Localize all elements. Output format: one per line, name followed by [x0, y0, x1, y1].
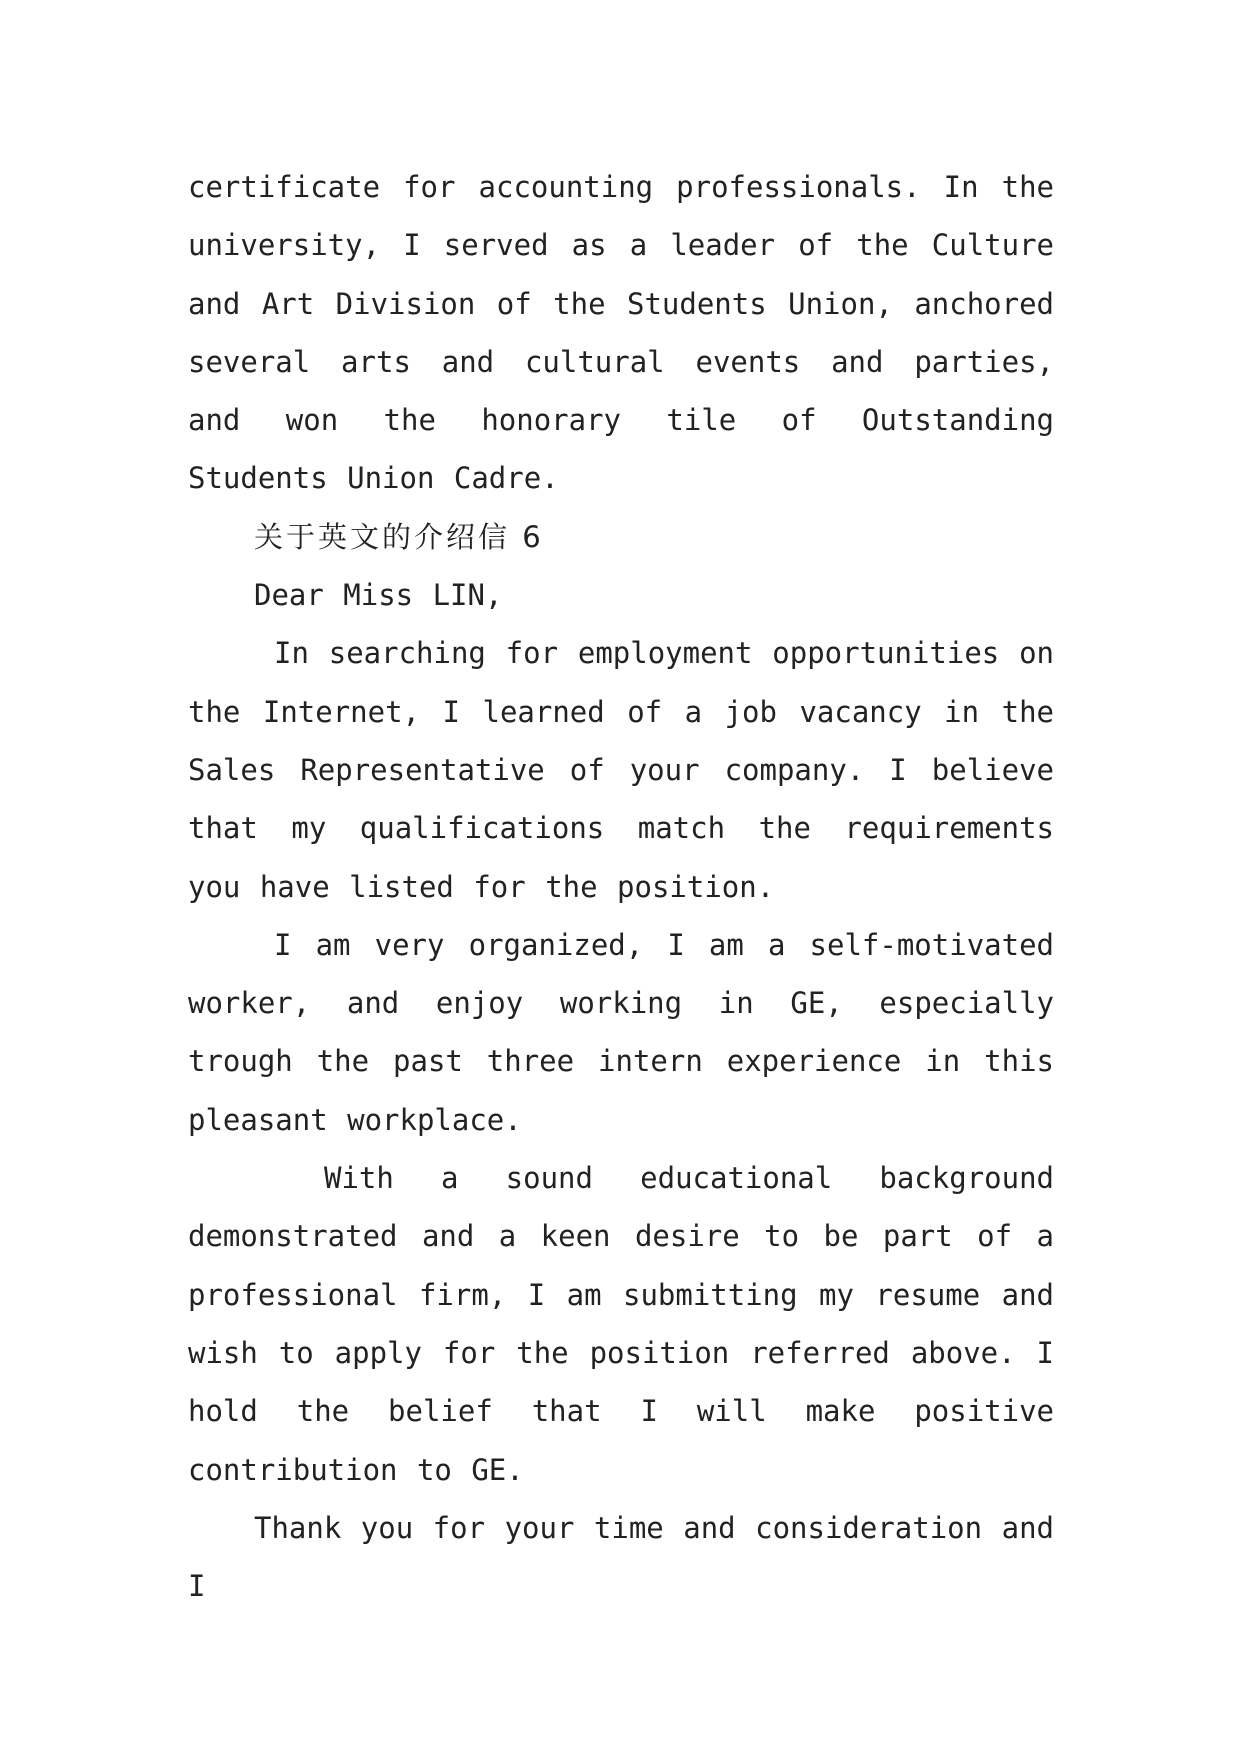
document-body	[188, 158, 1054, 1615]
letter-paragraph: With a sound educational background demonstrated and a keen desire to be part of a professional firm, I am submitting my resume and wish to apply for the position referred above. I hold the belief that I will make positive contribution to GE.	[188, 1161, 1054, 1487]
letter-heading: 关于英文的介绍信 6	[254, 519, 544, 554]
letter-paragraph: I am very organized, I am a self-motivated worker, and enjoy working in GE, especially trough the past three intern experience in this pleasant workplace.	[188, 927, 1054, 1137]
letter-paragraph: Thank you for your time and consideration and I	[188, 1510, 1054, 1604]
letter-salutation: Dear Miss LIN,	[254, 578, 503, 613]
letter-paragraph: In searching for employment opportunities on the Internet, I learned of a job vacancy in the Sales Representative of your company. I believe that my qualifications match the requirements you have listed for the position.	[188, 636, 1054, 904]
previous-letter-closing-paragraph: certificate for accounting professionals. In the university, I served as a leader of the Culture and Art Division of the Students Union, anchored several arts and cultural events and parties, and won the honorary tile of Outstanding Students Union Cadre.	[188, 170, 1054, 496]
